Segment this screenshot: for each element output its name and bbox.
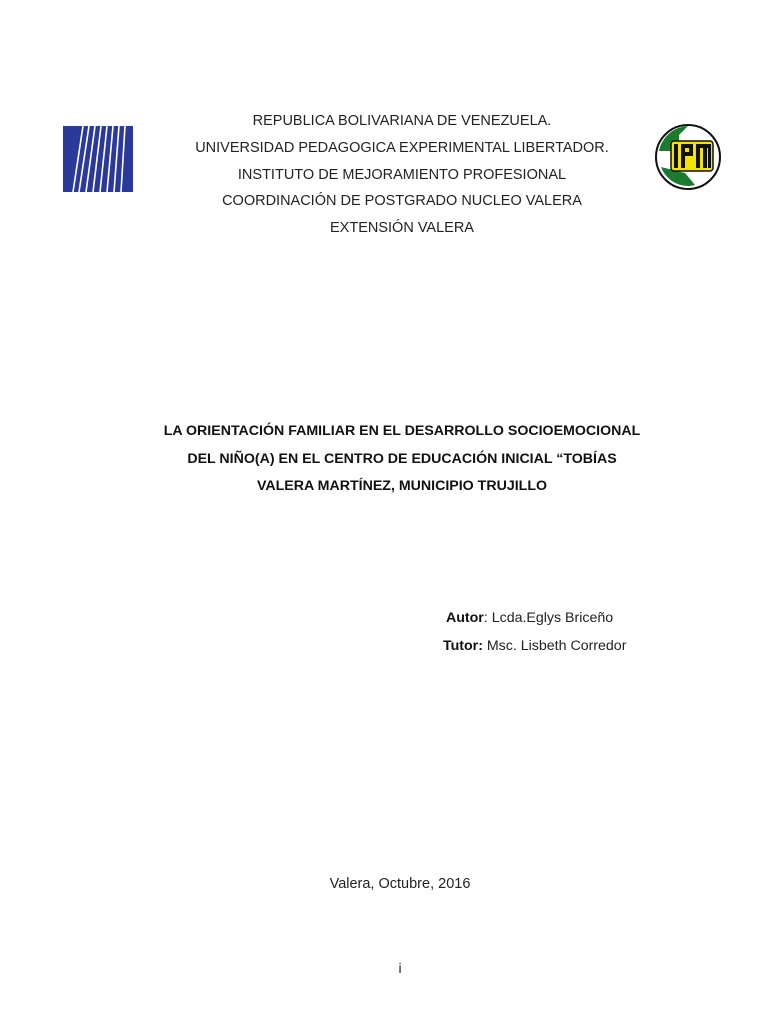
header-line-coordination: COORDINACIÓN DE POSTGRADO NUCLEO VALERA	[222, 193, 582, 210]
credits-block	[420, 605, 700, 660]
place-date: Valera, Octubre, 2016	[329, 876, 471, 892]
title-line-2: DEL NIÑO(A) EN EL CENTRO DE EDUCACIÓN INICIAL “TOBÍAS	[187, 450, 617, 467]
tutor-line	[420, 633, 700, 661]
ipm-circle-logo-icon	[655, 123, 721, 191]
tutor-name: Msc. Lisbeth Corredor	[482, 637, 627, 654]
author-line	[420, 605, 700, 633]
thesis-title	[100, 418, 704, 501]
title-line-3: VALERA MARTÍNEZ, MUNICIPIO TRUJILLO	[256, 478, 548, 494]
title-line-1: LA ORIENTACIÓN FAMILIAR EN EL DESARROLLO SOCIOEMOCIONAL	[163, 423, 641, 439]
author-name: : Lcda.Eglys Briceño	[483, 610, 614, 626]
header-line-university: UNIVERSIDAD PEDAGOGICA EXPERIMENTAL LIBERTADOR.	[195, 139, 609, 156]
header-line-institute: INSTITUTO DE MEJORAMIENTO PROFESIONAL	[237, 166, 567, 183]
header-line-extension: EXTENSIÓN VALERA	[330, 220, 474, 237]
page-number: i	[398, 960, 402, 976]
institution-header	[140, 108, 664, 242]
tutor-label: Tutor:	[443, 637, 483, 654]
author-label: Autor	[446, 610, 484, 626]
header-line-republic: REPUBLICA BOLIVARIANA DE VENEZUELA.	[252, 113, 552, 129]
upel-book-logo-icon	[63, 126, 133, 192]
